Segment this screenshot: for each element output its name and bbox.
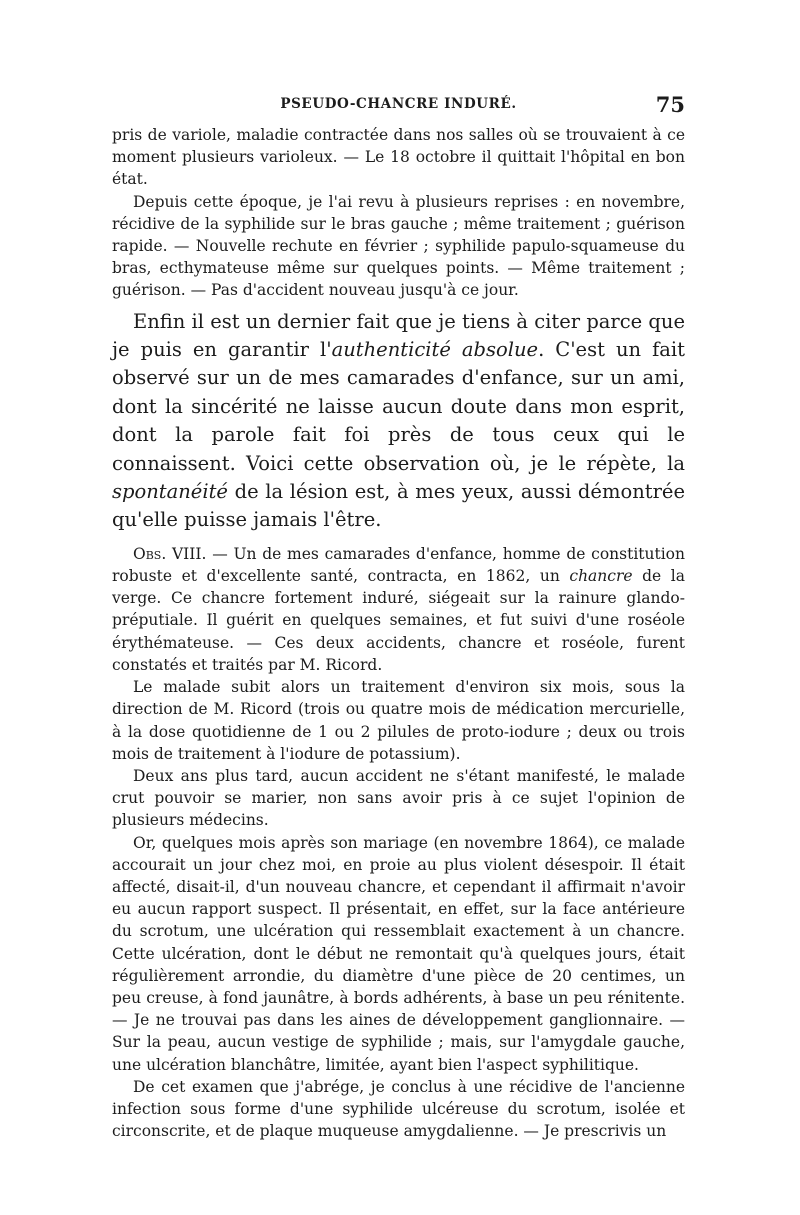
running-header xyxy=(112,92,685,124)
emphasis-chancre: chancre xyxy=(569,567,633,586)
paragraph-4-text-a: — Un de mes camarades d'enfance, homme de constitution robuste et d'excellente santé, contracta, en 1862, un xyxy=(112,544,686,586)
body-block-1 xyxy=(112,124,685,302)
paragraph-3-text-b: . C'est un fait observé sur un de mes camarades d'enfance, sur un ami, dont la sincérité ne laisse aucun doute dans mon esprit, dont la parole fait foi près de tous ceux qui le connaissent. Voici cette observation où, je le répète, la xyxy=(112,338,685,475)
paragraph-3-text-c: de la lésion est, à mes yeux, aussi démontrée qu'elle puisse jamais l'être. xyxy=(112,480,685,532)
body-block-2 xyxy=(112,308,685,535)
paragraph-2: Depuis cette époque, je l'ai revu à plusieurs reprises : en novembre, récidive de la syphilide sur le bras gauche ; même traitement ; guérison rapide. — Nouvelle rechute en février ; syphilide papulo-squameuse du bras, ecthymateuse même sur quelques points. — Même traitement ; guérison. — Pas d'accident nouveau jusqu'à ce jour. xyxy=(112,192,685,300)
running-title: PSEUDO-CHANCRE INDURÉ. xyxy=(280,96,517,112)
paragraph-1: pris de variole, maladie contractée dans nos salles où se trouvaient à ce moment plusieurs varioleux. — Le 18 octobre il quittait l'hôpital en bon état. xyxy=(112,126,685,189)
paragraph-6: Deux ans plus tard, aucun accident ne s'étant manifesté, le malade crut pouvoir se marier, non sans avoir pris à ce sujet l'opinion de plusieurs médecins. xyxy=(112,766,685,830)
emphasis-authenticite: authenticité absolue xyxy=(331,338,539,362)
page-number: 75 xyxy=(655,92,685,117)
observation-label: Obs. VIII. xyxy=(133,544,207,563)
paragraph-8: De cet examen que j'abrége, je conclus à une récidive de l'ancienne infection sous forme d'une syphilide ulcéreuse du scrotum, isolée et circonscrite, et de plaque muqueuse amygdalienne. — Je prescrivis un xyxy=(112,1077,685,1141)
observation-block xyxy=(112,543,685,1142)
emphasis-spontaneite: spontanéité xyxy=(112,480,228,504)
paragraph-7: Or, quelques mois après son mariage (en novembre 1864), ce malade accourait un jour chez moi, en proie au plus violent désespoir. Il était affecté, disait-il, d'un nouveau chancre, et cependant il affirmait n'avoir eu aucun rapport suspect. Il présentait, en effet, sur la face antérieure du scrotum, une ulcération qui ressemblait exactement à un chancre. Cette ulcération, dont le début ne remontait qu'à quelques jours, était régulièrement arrondie, du diamètre d'une pièce de 20 centimes, un peu creuse, à fond jaunâtre, à bords adhérents, à base un peu rénitente. — Je ne trouvai pas dans les aines de développement ganglionnaire. — Sur la peau, aucun vestige de syphilide ; mais, sur l'amygdale gauche, une ulcération blanchâtre, limitée, ayant bien l'aspect syphilitique. xyxy=(112,833,685,1074)
book-page xyxy=(112,92,686,1142)
paragraph-3-text-a: Enfin il est un dernier fait que je tiens à citer parce que je puis en garantir l' xyxy=(112,309,685,362)
paragraph-4-text-b: de la verge. Ce chancre fortement induré, siégeait sur la rainure glando-préputiale. Il guérit en quelques semaines, et fut suivi d'une roséole érythémateuse. — Ces deux accidents, chancre et roséole, furent constatés et traités par M. Ricord. xyxy=(112,567,685,674)
paragraph-3 xyxy=(112,308,685,535)
paragraph-5: Le malade subit alors un traitement d'environ six mois, sous la direction de M. Ricord (trois ou quatre mois de médication mercurielle, à la dose quotidienne de 1 ou 2 pilules de proto-iodure ; deux ou trois mois de traitement à l'iodure de potassium). xyxy=(112,678,685,763)
paragraph-4 xyxy=(112,543,685,676)
